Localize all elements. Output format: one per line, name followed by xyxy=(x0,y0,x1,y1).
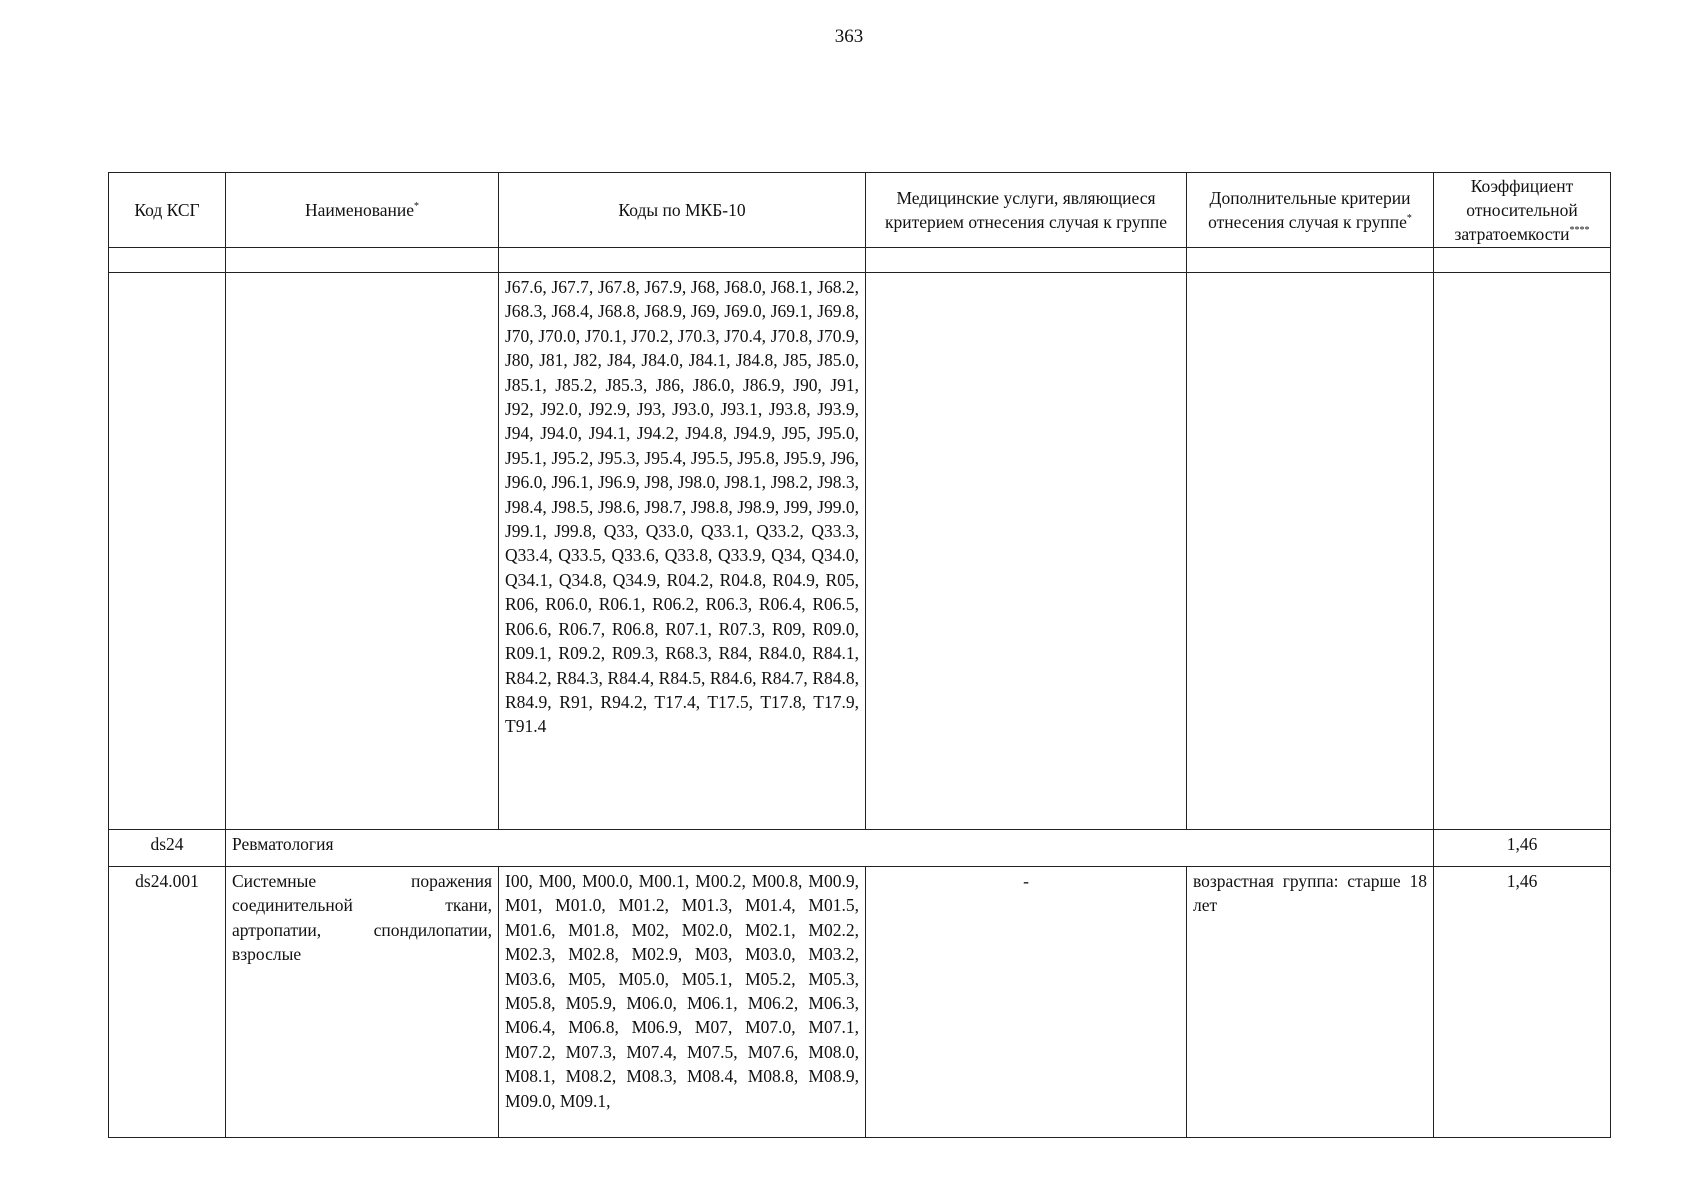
header-icd: Коды по МКБ-10 xyxy=(499,173,866,248)
header-spacer-row xyxy=(109,248,1611,273)
header-coef: Коэффициент относительной затратоемкости**** xyxy=(1434,173,1611,248)
cell-icd-codes: I00, M00, M00.0, M00.1, M00.2, M00.8, M00.9, M01, M01.0, M01.2, M01.3, M01.4, M01.5, M01.6, M01.8, M02, M02.0, M02.1, M02.2, M02.3, M02.8, M02.9, M03, M03.0, M03.2, M03.6, M05, M05.0, M05.1, M05.2, M05.3, M05.8, M05.9, M06.0, M06.1, M06.2, M06.3, M06.4, M06.8, M06.9, M07, M07.0, M07.1, M07.2, M07.3, M07.4, M07.5, M07.6, M08.0, M08.1, M08.2, M08.3, M08.4, M08.8, M08.9, M09.0, M09.1, xyxy=(499,867,866,1138)
cell-services: - xyxy=(866,867,1187,1138)
cell-code xyxy=(109,273,226,830)
ksg-table xyxy=(108,172,1611,1138)
cell-name xyxy=(226,273,499,830)
footnote-mark: * xyxy=(414,201,420,213)
cell-name: Системные поражения соединительной ткани, артропатии, спондилопатии, взрослые xyxy=(226,867,499,1138)
footnote-mark: **** xyxy=(1569,225,1590,237)
cell-coef: 1,46 xyxy=(1434,830,1611,867)
cell-code: ds24.001 xyxy=(109,867,226,1138)
cell-coef xyxy=(1434,273,1611,830)
header-name: Наименование* xyxy=(226,173,499,248)
table-row xyxy=(109,273,1611,830)
cell-icd-codes: J67.6, J67.7, J67.8, J67.9, J68, J68.0, J68.1, J68.2, J68.3, J68.4, J68.8, J68.9, J69, J69.0, J69.1, J69.8, J70, J70.0, J70.1, J70.2, J70.3, J70.4, J70.8, J70.9, J80, J81, J82, J84, J84.0, J84.1, J84.8, J85, J85.0, J85.1, J85.2, J85.3, J86, J86.0, J86.9, J90, J91, J92, J92.0, J92.9, J93, J93.0, J93.1, J93.8, J93.9, J94, J94.0, J94.1, J94.2, J94.8, J94.9, J95, J95.0, J95.1, J95.2, J95.3, J95.4, J95.5, J95.8, J95.9, J96, J96.0, J96.1, J96.9, J98, J98.0, J98.1, J98.2, J98.3, J98.4, J98.5, J98.6, J98.7, J98.8, J98.9, J99, J99.0, J99.1, J99.8, Q33, Q33.0, Q33.1, Q33.2, Q33.3, Q33.4, Q33.5, Q33.6, Q33.8, Q33.9, Q34, Q34.0, Q34.1, Q34.8, Q34.9, R04.2, R04.8, R04.9, R05, R06, R06.0, R06.1, R06.2, R06.3, R06.4, R06.5, R06.6, R06.7, R06.8, R07.1, R07.3, R09, R09.0, R09.1, R09.2, R09.3, R68.3, R84, R84.0, R84.1, R84.2, R84.3, R84.4, R84.5, R84.6, R84.7, R84.8, R84.9, R91, R94.2, T17.4, T17.5, T17.8, T17.9, T91.4 xyxy=(499,273,866,830)
cell-coef: 1,46 xyxy=(1434,867,1611,1138)
cell-services xyxy=(866,273,1187,830)
page-number: 363 xyxy=(834,26,864,47)
spacer-cell xyxy=(866,248,1187,273)
header-criteria: Дополнительные критерии отнесения случая к группе* xyxy=(1187,173,1434,248)
section-row xyxy=(109,830,1611,867)
cell-criteria xyxy=(1187,273,1434,830)
cell-section-name: Ревматология xyxy=(226,830,1434,867)
header-services: Медицинские услуги, являющиеся критерием отнесения случая к группе xyxy=(866,173,1187,248)
spacer-cell xyxy=(226,248,499,273)
spacer-cell xyxy=(1187,248,1434,273)
spacer-cell xyxy=(499,248,866,273)
header-code: Код КСГ xyxy=(109,173,226,248)
spacer-cell xyxy=(109,248,226,273)
cell-code: ds24 xyxy=(109,830,226,867)
header-row xyxy=(109,173,1611,248)
spacer-cell xyxy=(1434,248,1611,273)
footnote-mark: * xyxy=(1406,213,1412,225)
table-row xyxy=(109,867,1611,1138)
cell-criteria: возрастная группа: старше 18 лет xyxy=(1187,867,1434,1138)
